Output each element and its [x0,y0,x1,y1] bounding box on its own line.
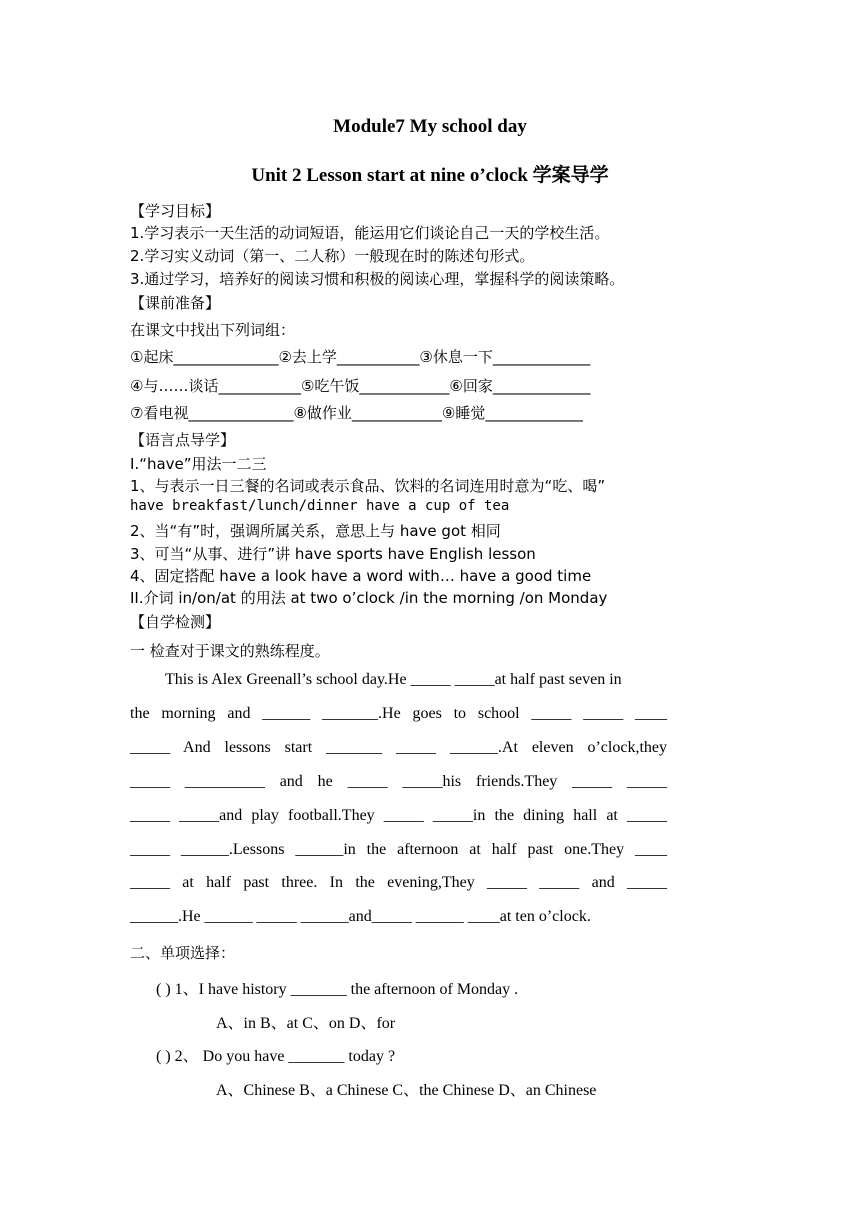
prep-intro: 在课文中找出下列词组： [130,321,296,339]
phrase-row: ①起床______________②去上学___________③休息一下_____________ [130,348,591,366]
question-2: ( ) 2、 Do you have _______ today ? [156,1048,396,1065]
goal-item: 2.学习实义动词（第一、二人称）一般现在时的陈述句形式。 [130,247,535,265]
phrase-row: ④与……谈话___________⑤吃午饭____________⑥回家_____________ [130,377,591,395]
passage-line: _____ _____and play football.They _____ _____in the dining hall at _____ [130,807,667,824]
section-heading-grammar: 【语言点导学】 [130,431,236,449]
question-2-options: A、Chinese B、a Chinese C、the Chinese D、an Chinese [216,1082,597,1099]
page-subtitle: Unit 2 Lesson start at nine o’clock 学案导学 [251,165,609,186]
goal-item: 1.学习表示一天生活的动词短语，能运用它们谈论自己一天的学校生活。 [130,224,610,242]
grammar-line: have breakfast/lunch/dinner have a cup of tea [130,498,510,514]
passage-line: ______.He ______ _____ ______and_____ ______ ____at ten o’clock. [130,908,591,925]
page-title: Module7 My school day [333,116,527,137]
part2-title: 二、单项选择： [130,944,236,962]
section-heading-selfcheck: 【自学检测】 [130,613,221,631]
passage-line: _____ at half past three. In the evening,They _____ _____ and _____ [130,874,667,891]
passage-line: the morning and ______ _______.He goes to school _____ _____ ____ [130,705,667,722]
passage-line: _____ __________ and he _____ _____his friends.They _____ _____ [130,773,667,790]
section-heading-goals: 【学习目标】 [130,202,221,220]
passage-line: _____ ______.Lessons ______in the afternoon at half past one.They ____ [130,841,667,858]
question-1-options: A、in B、at C、on D、for [216,1015,396,1032]
question-1: ( ) 1、I have history _______ the afternoon of Monday . [156,981,519,998]
goal-item: 3.通过学习，培养好的阅读习惯和积极的阅读心理，掌握科学的阅读策略。 [130,270,625,288]
grammar-line: I.“have”用法一二三 [130,455,267,473]
section-heading-prep: 【课前准备】 [130,294,221,312]
grammar-line: 2、当“有”时，强调所属关系，意思上与 have got 相同 [130,522,501,540]
grammar-line: II.介词 in/on/at 的用法 at two o’clock /in the morning /on Monday [130,589,608,607]
passage-line: This is Alex Greenall’s school day.He _____ _____at half past seven in [165,671,622,688]
grammar-line: 1、与表示一日三餐的名词或表示食品、饮料的名词连用时意为“吃、喝” [130,477,606,495]
passage-line: _____ And lessons start _______ _____ ______.At eleven o’clock,they [130,739,667,756]
grammar-line: 3、可当“从事、进行”讲 have sports have English lesson [130,545,536,563]
part1-title: 一 检查对于课文的熟练程度。 [130,642,330,660]
phrase-row: ⑦看电视______________⑧做作业____________⑨睡觉_____________ [130,404,583,422]
grammar-line: 4、固定搭配 have a look have a word with… have a good time [130,567,592,585]
